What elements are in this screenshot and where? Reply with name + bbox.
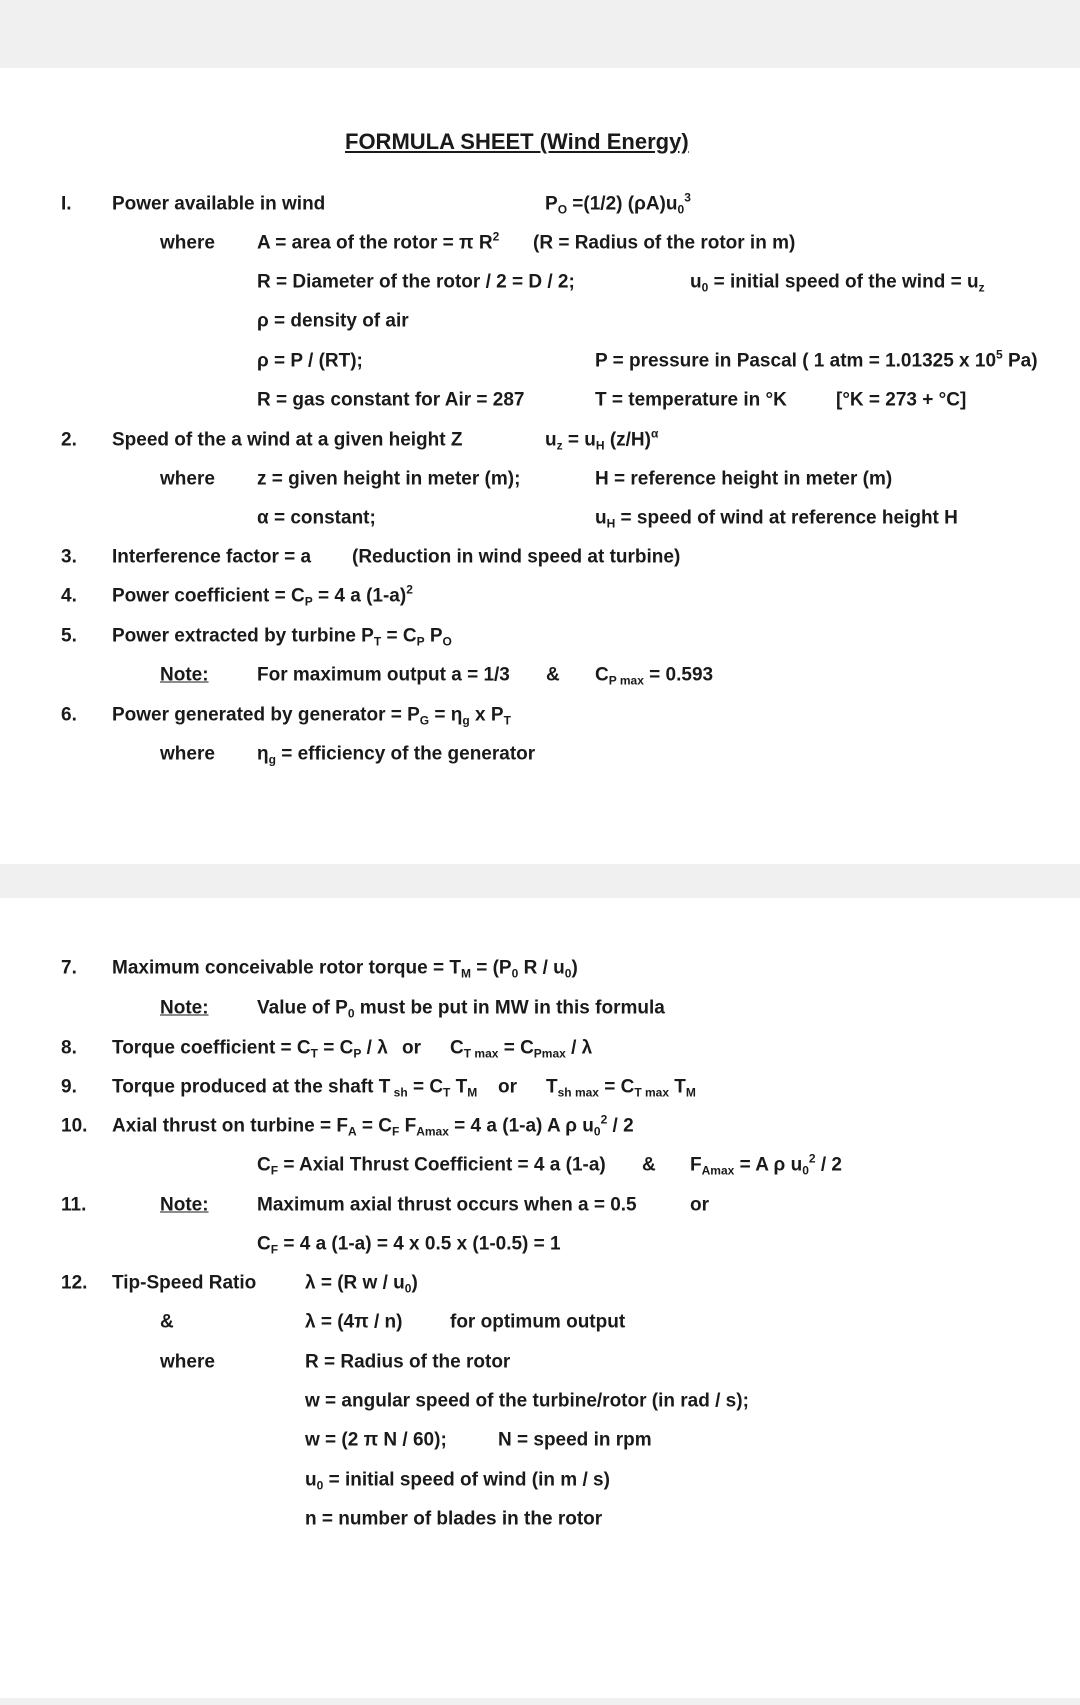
section-label: Speed of the a wind at a given height Z: [112, 429, 463, 451]
ampersand: &: [642, 1154, 656, 1176]
gas-constant: R = gas constant for Air = 287: [257, 389, 525, 411]
cp-max-value: $C_{P max} = 0.593$: [595, 664, 714, 688]
torque-coefficient-max: $C_{T max} = C_{Pmax} / \lambda$: [450, 1037, 593, 1061]
power-generated-formula: Power generated by generator = $P_G = \eta_g$ x $P_T$: [112, 704, 511, 728]
section-number: 6.: [61, 704, 77, 726]
section-number: 10.: [61, 1115, 88, 1137]
power-formula: $P_O =(1/2)$ $(\rho A)u_0^3$: [545, 190, 691, 217]
thrust-coefficient-calc: $C_F = 4$ a (1-a) = 4 x 0.5 x (1-0.5) = 1: [257, 1233, 561, 1257]
section-number: 11.: [61, 1194, 87, 1216]
where-label: where: [160, 743, 215, 765]
axial-thrust-formula: Axial thrust on turbine = $F_A = C_F$ $F_{Amax} = 4$ a (1-a) A ρ $u_0^2 / 2$: [112, 1112, 634, 1139]
section-label: Tip-Speed Ratio: [112, 1272, 257, 1294]
optimum-label: for optimum output: [450, 1311, 626, 1333]
optimum-tip-speed: λ = (4π / n): [305, 1311, 403, 1333]
angular-speed-definition: w = angular speed of the turbine/rotor (in rad / s);: [305, 1390, 749, 1412]
or-label: or: [690, 1194, 709, 1216]
page-title: FORMULA SHEET (Wind Energy): [345, 129, 689, 154]
section-number: 5.: [61, 625, 77, 647]
ampersand: &: [160, 1311, 174, 1333]
interference-note: (Reduction in wind speed at turbine): [352, 546, 681, 568]
or-label: or: [498, 1076, 517, 1098]
alpha-definition: α = constant;: [257, 507, 376, 529]
ampersand: &: [546, 664, 560, 686]
tip-speed-formula: λ = (R w / $u_0$): [305, 1272, 418, 1296]
area-definition: A = area of the rotor = π $R^2$: [257, 229, 500, 254]
where-label: where: [160, 232, 215, 254]
power-extracted-formula: Power extracted by turbine $P_T = C_P$ $P_O$: [112, 625, 452, 649]
pressure-definition: P = pressure in Pascal ( 1 atm = 1.01325 x $10^5$ Pa): [595, 347, 1038, 372]
section-number: 9.: [61, 1076, 77, 1098]
radius-note: (R = Radius of the rotor in m): [533, 232, 796, 254]
formula-page-2: [0, 898, 1080, 1698]
rotor-radius-definition: R = Radius of the rotor: [305, 1351, 511, 1373]
efficiency-definition: $\eta_g$ = efficiency of the generator: [257, 743, 536, 767]
rotor-torque-formula: Maximum conceivable rotor torque = $T_M = (P_0$ R / $u_0$): [112, 957, 578, 981]
temperature-definition: T = temperature in °K: [595, 389, 787, 411]
note-text: For maximum output a = 1/3: [257, 664, 510, 686]
where-label: where: [160, 1351, 215, 1373]
or-label: or: [402, 1037, 421, 1059]
where-label: where: [160, 468, 215, 490]
section-label: Power available in wind: [112, 193, 326, 215]
rpm-definition: N = speed in rpm: [498, 1429, 652, 1451]
note-label: Note:: [160, 664, 209, 686]
height-definition: z = given height in meter (m);: [257, 468, 521, 490]
section-number: 8.: [61, 1037, 77, 1059]
kelvin-conversion: [°K = 273 + °C]: [836, 389, 967, 411]
section-number: 2.: [61, 429, 77, 451]
thrust-coefficient-definition: $C_F$ = Axial Thrust Coefficient = 4 a (1-a): [257, 1154, 606, 1178]
section-number: 12.: [61, 1272, 88, 1294]
note-label: Note:: [160, 1194, 209, 1216]
wind-speed-formula: $u_z = u_H$ $(z/H)^\alpha$: [545, 426, 659, 453]
blades-definition: n = number of blades in the rotor: [305, 1508, 603, 1530]
initial-speed-definition: $u_0$ = initial speed of the wind = $u_z$: [690, 271, 985, 295]
reference-speed-definition: $u_H$ = speed of wind at reference height H: [595, 507, 958, 531]
max-thrust-note: Maximum axial thrust occurs when a = 0.5: [257, 1194, 637, 1216]
initial-wind-speed: $u_0$ = initial speed of wind (in m / s): [305, 1469, 610, 1493]
section-number: I.: [61, 193, 72, 215]
formula-page-1: [0, 68, 1080, 864]
section-number: 3.: [61, 546, 77, 568]
section-number: 7.: [61, 957, 77, 979]
power-coefficient-formula: Power coefficient = $C_P = 4$ a $(1-a)^2$: [112, 582, 413, 609]
diameter-definition: R = Diameter of the rotor / 2 = D / 2;: [257, 271, 575, 293]
note-text: Value of $P_0$ must be put in MW in this formula: [257, 997, 665, 1021]
shaft-torque-formula: Torque produced at the shaft T $_{sh} = C_T$ $T_M$: [112, 1076, 478, 1100]
max-axial-force: $F_{Amax} = A$ ρ $u_0^2 / 2$: [690, 1151, 842, 1178]
section-label: Interference factor = a: [112, 546, 312, 568]
density-equation: ρ = P / (RT);: [257, 350, 363, 372]
density-definition: ρ = density of air: [257, 310, 409, 332]
section-number: 4.: [61, 585, 77, 607]
note-label: Note:: [160, 997, 209, 1019]
angular-speed-equation: w = (2 π N / 60);: [305, 1429, 447, 1451]
reference-height-definition: H = reference height in meter (m): [595, 468, 893, 490]
shaft-torque-max: $T_{sh max} = C_{T max}$ $T_M$: [546, 1076, 696, 1100]
torque-coefficient-formula: Torque coefficient = $C_T = C_P / \lambda$: [112, 1037, 388, 1061]
